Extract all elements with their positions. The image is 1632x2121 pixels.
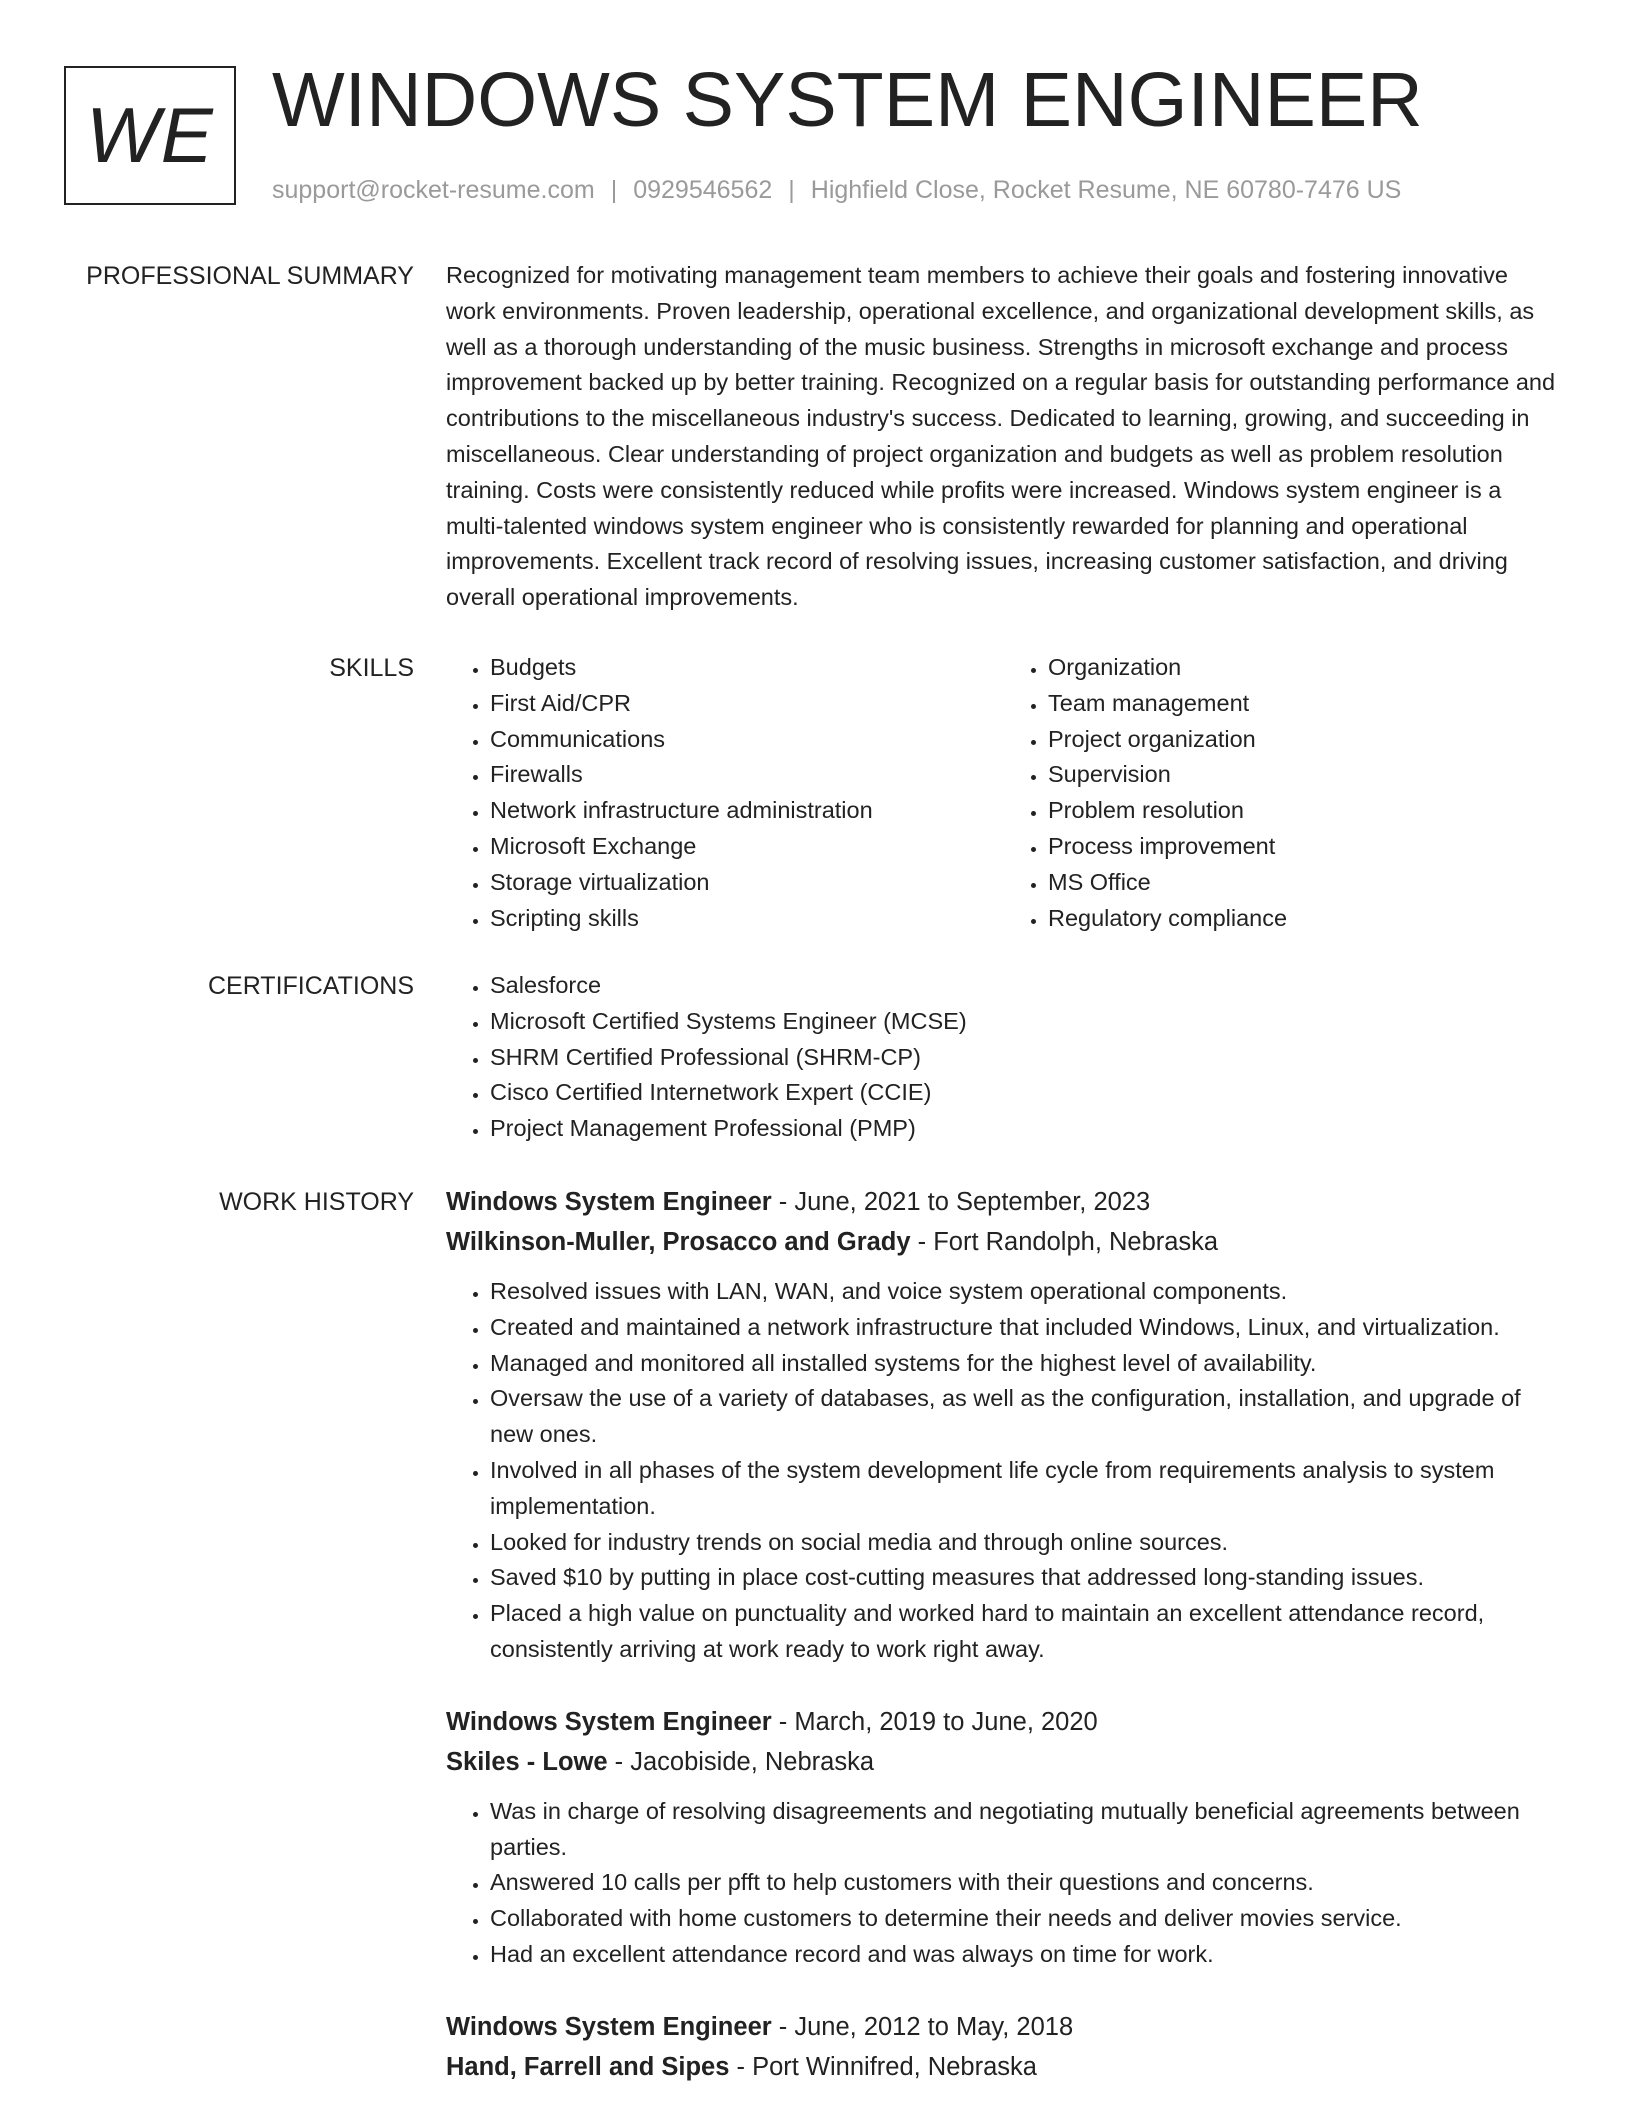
- contact-address: Highfield Close, Rocket Resume, NE 60780-7476 US: [810, 176, 1402, 204]
- job-company-line: [446, 1222, 1562, 1262]
- job-bullet: • Involved in all phases of the system development life cycle from requirements analysis to system implementation.: [490, 1453, 1562, 1525]
- contact-email[interactable]: support@rocket-resume.com: [272, 176, 595, 204]
- job-bullet: • Managed and monitored all installed systems for the highest level of availability.: [490, 1346, 1562, 1382]
- job-location: - Jacobiside, Nebraska: [607, 1747, 875, 1776]
- job-company-line: [446, 1742, 1562, 1782]
- job-location: - Port Winnifred, Nebraska: [729, 2052, 1037, 2081]
- skill-item: • Problem resolution: [1048, 793, 1562, 829]
- skill-item: • Network infrastructure administration: [490, 793, 1004, 829]
- skill-item: • Scripting skills: [490, 901, 1004, 937]
- contact-separator: |: [610, 176, 618, 204]
- job-bullet: • Looked for industry trends on social media and through online sources.: [490, 1525, 1562, 1561]
- contact-phone[interactable]: 0929546562: [633, 176, 773, 204]
- job-dates: - June, 2021 to September, 2023: [771, 1188, 1151, 1216]
- certification-item: • Cisco Certified Internetwork Expert (CCIE): [490, 1075, 1562, 1111]
- job-company-line: [446, 2047, 1562, 2087]
- contact-separator: |: [788, 176, 795, 204]
- skill-item: • Budgets: [490, 650, 1004, 686]
- summary-text: Recognized for motivating management team members to achieve their goals and fostering innovative work environments. Proven leadership, operational excellence, and organizational development skills, as well as a thorough understanding of the music business. Strengths in microsoft exchange and process improvement backed up by better training. Recognized on a regular basis for outstanding performance and contributions to the miscellaneous industry's success. Dedicated to learning, growing, and succeeding in miscellaneous. Clear understanding of project organization and budgets as well as problem resolution training. Costs were consistently reduced while profits were increased. Windows system engineer is a multi-talented windows system engineer who is consistently rewarded for planning and operational improvements. Excellent track record of resolving issues, increasing customer satisfaction, and driving overall operational improvements.: [446, 262, 1556, 611]
- skills-list-left: [446, 650, 1004, 936]
- job-title-line: [446, 1702, 1562, 1742]
- skill-item: • Regulatory compliance: [1048, 901, 1562, 937]
- skill-item: • Firewalls: [490, 757, 1004, 793]
- job-title: Windows System Engineer: [446, 1188, 772, 1216]
- section-label-work-history: WORK HISTORY: [219, 1188, 414, 1216]
- job-company: Wilkinson-Muller, Prosacco and Grady: [446, 1228, 911, 1256]
- job-title-line: [446, 1182, 1562, 1222]
- section-label-skills: SKILLS: [329, 654, 414, 682]
- certifications-list: [446, 968, 1562, 1147]
- job-bullet: • Answered 10 calls per pfft to help customers with their questions and concerns.: [490, 1865, 1562, 1901]
- job-entry: [446, 1182, 1562, 1668]
- skills-list-right: [1004, 650, 1562, 936]
- skill-item: • Supervision: [1048, 757, 1562, 793]
- certification-item: • Salesforce: [490, 968, 1562, 1004]
- job-bullet: • Collaborated with home customers to determine their needs and deliver movies service.: [490, 1901, 1562, 1937]
- job-bullet: • Had an excellent attendance record and was always on time for work.: [490, 1937, 1562, 1973]
- job-bullet: • Oversaw the use of a variety of databases, as well as the configuration, installation, and upgrade of new ones.: [490, 1381, 1562, 1453]
- job-bullets: [446, 1794, 1562, 1973]
- job-title: Windows System Engineer: [446, 2012, 772, 2041]
- skill-item: • Storage virtualization: [490, 865, 1004, 901]
- section-label-certifications: CERTIFICATIONS: [207, 972, 414, 1000]
- job-bullet: • Placed a high value on punctuality and worked hard to maintain an excellent attendance record, consistently arriving at work ready to work right away.: [490, 1596, 1562, 1668]
- section-label-summary: PROFESSIONAL SUMMARY: [86, 262, 414, 290]
- job-entry: [446, 2007, 1562, 2087]
- job-bullet: • Saved $10 by putting in place cost-cutting measures that addressed long-standing issues.: [490, 1560, 1562, 1596]
- resume-title: WINDOWS SYSTEM ENGINEER: [272, 57, 1423, 143]
- job-title: Windows System Engineer: [446, 1707, 772, 1736]
- skill-item: • Process improvement: [1048, 829, 1562, 865]
- contact-line: [272, 172, 1401, 208]
- job-dates: - June, 2012 to May, 2018: [771, 2012, 1074, 2041]
- monogram-text: WE: [86, 91, 214, 179]
- skill-item: • MS Office: [1048, 865, 1562, 901]
- certification-item: • Project Management Professional (PMP): [490, 1111, 1562, 1147]
- job-company: Skiles - Lowe: [446, 1747, 608, 1776]
- skill-item: • First Aid/CPR: [490, 686, 1004, 722]
- monogram-logo: [64, 66, 236, 205]
- skill-item: • Communications: [490, 722, 1004, 758]
- skill-item: • Project organization: [1048, 722, 1562, 758]
- skill-item: • Team management: [1048, 686, 1562, 722]
- job-entry: [446, 1702, 1562, 1973]
- job-dates: - March, 2019 to June, 2020: [771, 1707, 1098, 1736]
- job-bullet: • Was in charge of resolving disagreements and negotiating mutually beneficial agreements between parties.: [490, 1794, 1562, 1866]
- certification-item: • Microsoft Certified Systems Engineer (MCSE): [490, 1004, 1562, 1040]
- job-bullet: • Resolved issues with LAN, WAN, and voice system operational components.: [490, 1274, 1562, 1310]
- skill-item: • Organization: [1048, 650, 1562, 686]
- certification-item: • SHRM Certified Professional (SHRM-CP): [490, 1040, 1562, 1076]
- job-bullet: • Created and maintained a network infrastructure that included Windows, Linux, and virtualization.: [490, 1310, 1562, 1346]
- skill-item: • Microsoft Exchange: [490, 829, 1004, 865]
- job-title-line: [446, 2007, 1562, 2047]
- job-bullets: [446, 1274, 1562, 1668]
- job-company: Hand, Farrell and Sipes: [446, 2052, 730, 2081]
- job-location: - Fort Randolph, Nebraska: [910, 1228, 1219, 1256]
